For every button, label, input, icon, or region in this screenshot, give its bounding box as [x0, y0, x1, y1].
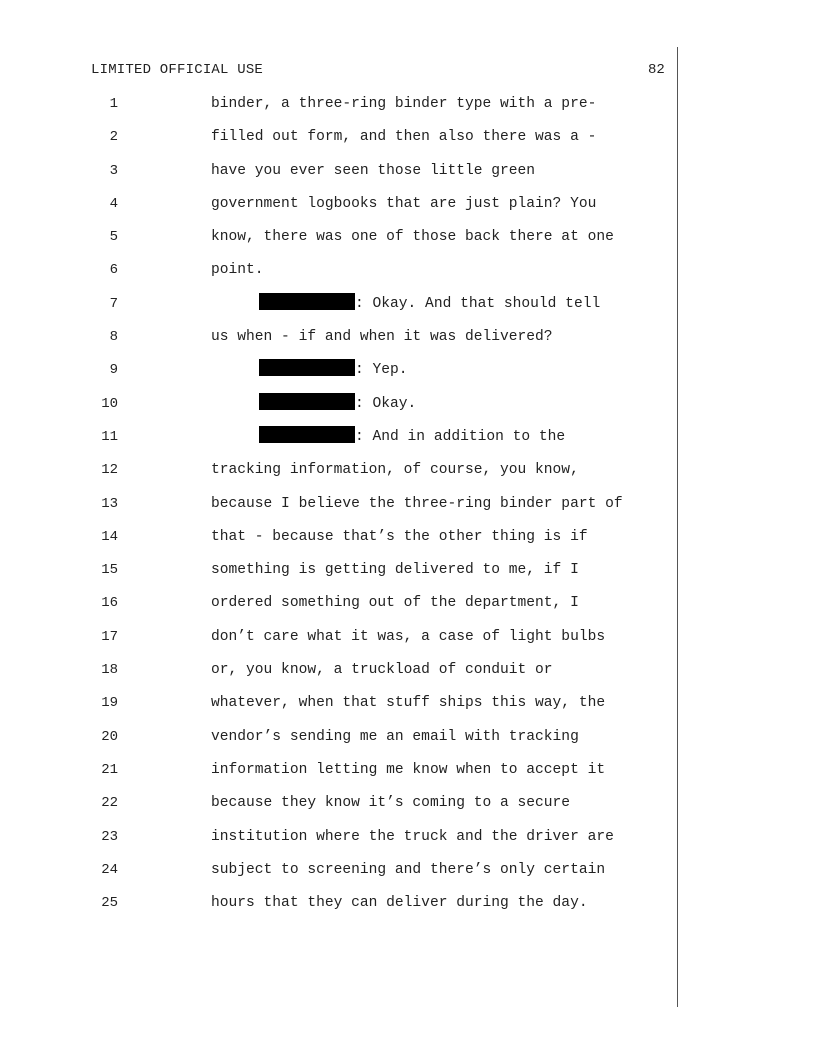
transcript-line — [0, 825, 816, 858]
line-text: tracking information, of course, you know, — [211, 462, 579, 479]
line-text: institution where the truck and the driver are — [211, 828, 614, 845]
transcript-line — [0, 858, 816, 891]
transcript-line — [0, 625, 816, 658]
line-text: binder, a three-ring binder type with a pre- — [211, 96, 597, 112]
transcript-line — [0, 258, 816, 291]
line-text: know, there was one of those back there at one — [211, 229, 614, 246]
transcript-line — [0, 325, 816, 358]
line-number: 24 — [101, 861, 118, 878]
redacted-speaker-name — [259, 393, 355, 410]
line-number: 4 — [109, 195, 118, 212]
line-text: because they know it’s coming to a secure — [211, 795, 571, 812]
line-number: 1 — [109, 96, 118, 112]
line-text: or, you know, a truckload of conduit or — [211, 662, 553, 679]
line-number: 21 — [101, 761, 118, 778]
line-text: subject to screening and there’s only certain — [211, 861, 606, 878]
transcript-line — [0, 159, 816, 192]
transcript-line — [0, 591, 816, 624]
line-number: 2 — [109, 129, 118, 146]
redacted-speaker-name — [259, 293, 355, 310]
line-number: 12 — [101, 462, 118, 479]
transcript-line — [0, 125, 816, 158]
speaker-line — [259, 358, 408, 382]
redacted-speaker-name — [259, 359, 355, 376]
transcript-line — [0, 392, 816, 425]
line-text: something is getting delivered to me, if I — [211, 562, 579, 579]
speaker-line — [259, 392, 416, 416]
line-number: 8 — [109, 329, 118, 346]
line-number: 13 — [101, 495, 118, 512]
transcript-lines — [0, 92, 816, 924]
transcript-line — [0, 292, 816, 325]
redacted-speaker-name — [259, 426, 355, 443]
line-number: 10 — [101, 395, 118, 412]
transcript-line — [0, 525, 816, 558]
transcript-line — [0, 358, 816, 391]
line-text: hours that they can deliver during the day. — [211, 895, 588, 912]
line-text: because I believe the three-ring binder part of — [211, 495, 623, 512]
line-text: : Okay. — [355, 395, 417, 412]
transcript-line — [0, 492, 816, 525]
transcript-line — [0, 425, 816, 458]
line-text: : Okay. And that should tell — [355, 295, 601, 312]
line-text: vendor’s sending me an email with tracking — [211, 728, 579, 745]
line-number: 25 — [101, 895, 118, 912]
line-number: 16 — [101, 595, 118, 612]
line-number: 15 — [101, 562, 118, 579]
line-text: government logbooks that are just plain? You — [211, 195, 597, 212]
line-number: 17 — [101, 628, 118, 645]
line-text: have you ever seen those little green — [211, 162, 536, 179]
line-text: ordered something out of the department, I — [211, 595, 579, 612]
line-number: 3 — [109, 162, 118, 179]
speaker-line — [259, 292, 600, 316]
line-text: whatever, when that stuff ships this way, the — [211, 695, 606, 712]
transcript-line — [0, 691, 816, 724]
line-number: 11 — [101, 428, 118, 445]
line-number: 7 — [109, 295, 118, 312]
line-text: : And in addition to the — [355, 428, 566, 445]
transcript-line — [0, 558, 816, 591]
transcript-line — [0, 458, 816, 491]
line-text: point. — [211, 262, 264, 279]
transcript-line — [0, 758, 816, 791]
transcript-line — [0, 92, 816, 125]
transcript-line — [0, 225, 816, 258]
transcript-line — [0, 192, 816, 225]
transcript-line — [0, 725, 816, 758]
line-text: : Yep. — [355, 362, 408, 379]
classification-header: LIMITED OFFICIAL USE — [91, 62, 264, 78]
line-text: don’t care what it was, a case of light bulbs — [211, 628, 606, 645]
line-text: us when - if and when it was delivered? — [211, 329, 553, 346]
line-number: 14 — [101, 528, 118, 545]
line-number: 5 — [109, 229, 118, 246]
line-number: 6 — [109, 262, 118, 279]
speaker-line — [259, 425, 565, 449]
line-number: 23 — [101, 828, 118, 845]
line-number: 18 — [101, 662, 118, 679]
transcript-line — [0, 891, 816, 924]
page-number: 82 — [648, 62, 665, 78]
line-number: 20 — [101, 728, 118, 745]
line-text: that - because that’s the other thing is if — [211, 528, 588, 545]
transcript-line — [0, 791, 816, 824]
line-text: filled out form, and then also there was a - — [211, 129, 597, 146]
line-number: 9 — [109, 362, 118, 379]
line-text: information letting me know when to accept it — [211, 761, 606, 778]
line-number: 19 — [101, 695, 118, 712]
transcript-line — [0, 658, 816, 691]
line-number: 22 — [101, 795, 118, 812]
